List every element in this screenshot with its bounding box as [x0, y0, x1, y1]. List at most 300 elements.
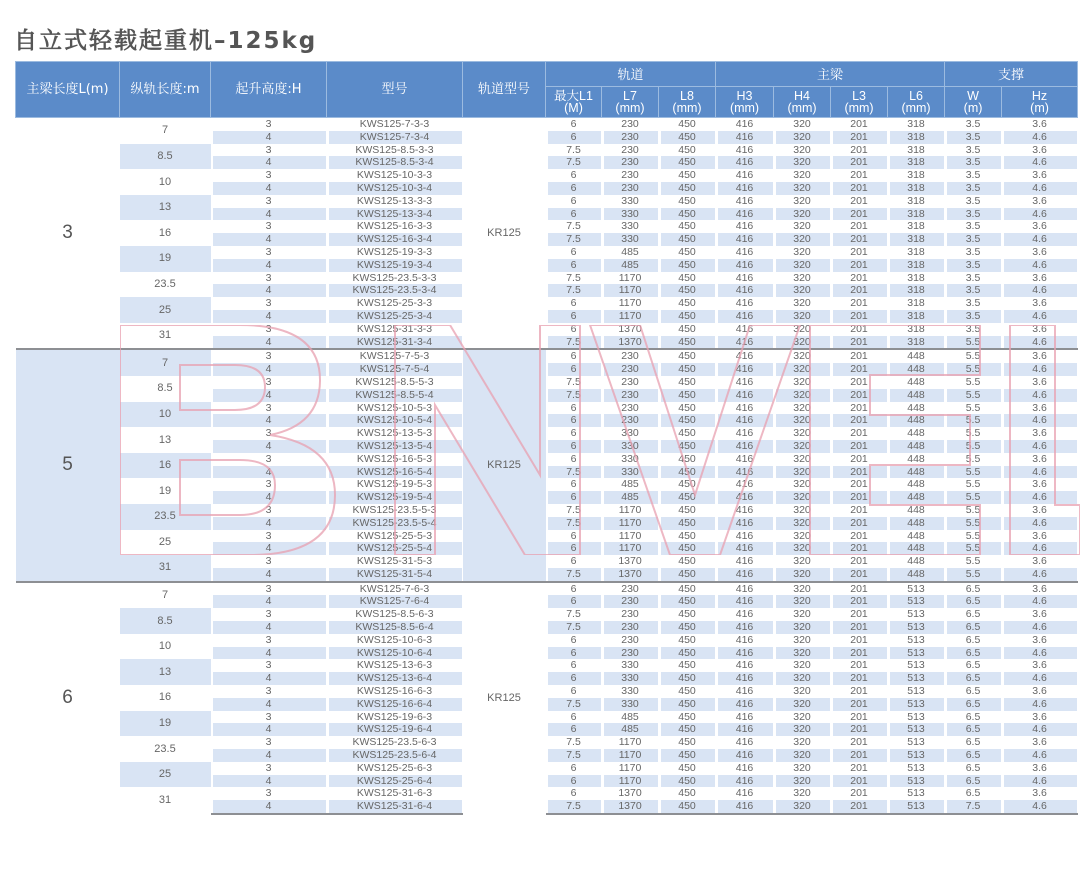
h4-cell: 320 — [774, 349, 831, 363]
rail-length-cell: 19 — [120, 246, 211, 272]
lift-height-cell: 4 — [211, 208, 327, 221]
l6-cell: 318 — [888, 208, 945, 221]
hz-cell: 3.6 — [1032, 710, 1047, 723]
max-l1-cell: 7.5 — [546, 466, 602, 479]
l3-cell: 201 — [831, 233, 888, 246]
max-l1-cell: 6 — [570, 659, 577, 672]
hz-cell: 4.6 — [1002, 698, 1078, 711]
max-l1-cell: 6 — [570, 401, 577, 414]
table-row — [16, 195, 1078, 208]
l8-cell: 450 — [659, 621, 716, 634]
model-cell: KWS125-8.5-6-3 — [355, 608, 434, 621]
l7-cell: 230 — [602, 621, 659, 634]
h4-cell: 320 — [774, 284, 831, 297]
l8-cell: 450 — [678, 245, 696, 258]
h3-cell: 416 — [716, 698, 774, 711]
l3-cell: 201 — [850, 297, 868, 310]
h3-cell: 416 — [716, 491, 774, 504]
l3-cell: 201 — [831, 775, 888, 788]
lift-height-cell: 4 — [211, 698, 327, 711]
l3-cell: 201 — [831, 568, 888, 582]
lift-height-cell: 4 — [211, 621, 327, 634]
model-cell: KWS125-19-3-3 — [356, 245, 433, 258]
hz-cell: 3.6 — [1032, 761, 1047, 774]
model-cell: KWS125-25-6-3 — [356, 761, 433, 774]
l3-cell: 201 — [831, 800, 888, 814]
l7-cell: 330 — [621, 220, 639, 233]
l6-cell: 448 — [888, 568, 945, 582]
h4-cell: 320 — [793, 452, 811, 465]
l8-cell: 450 — [659, 131, 716, 144]
model-cell: KWS125-7-5-4 — [327, 363, 463, 376]
lift-height-cell: 4 — [211, 491, 327, 504]
table-row — [16, 118, 1078, 131]
h3-cell: 416 — [716, 208, 774, 221]
l6-cell: 318 — [888, 182, 945, 195]
model-cell: KWS125-19-3-4 — [327, 259, 463, 272]
w-cell: 3.5 — [965, 194, 981, 207]
table-body — [16, 118, 1078, 815]
l8-cell: 450 — [678, 297, 696, 310]
l8-cell: 450 — [659, 440, 716, 453]
h3-cell: 416 — [716, 131, 774, 144]
h4-cell: 320 — [774, 156, 831, 169]
h4-cell: 320 — [793, 245, 811, 258]
w-cell: 5.5 — [965, 555, 981, 568]
w-cell: 6.5 — [945, 775, 1002, 788]
h4-cell: 320 — [774, 800, 831, 814]
h4-cell: 320 — [793, 375, 811, 388]
l7-cell: 1370 — [618, 555, 642, 568]
w-cell: 3.5 — [965, 169, 981, 182]
header-sub-h4 — [774, 87, 831, 118]
h3-cell: 416 — [735, 736, 754, 749]
model-cell: KWS125-8.5-5-4 — [327, 389, 463, 402]
model-cell: KWS125-31-6-4 — [327, 800, 463, 814]
h3-cell: 416 — [716, 414, 774, 427]
h3-cell: 416 — [716, 800, 774, 814]
model-cell: KWS125-7-3-4 — [327, 131, 463, 144]
l6-cell: 448 — [888, 414, 945, 427]
hz-cell: 4.6 — [1002, 621, 1078, 634]
h4-cell: 320 — [774, 672, 831, 685]
l3-cell: 201 — [831, 517, 888, 530]
hz-cell: 3.6 — [1032, 478, 1047, 491]
h3-cell: 416 — [735, 375, 754, 388]
max-l1-cell: 6 — [546, 310, 602, 323]
l7-cell: 230 — [602, 349, 659, 363]
header-sub-unit: (mm) — [615, 101, 645, 115]
l6-cell: 318 — [907, 297, 925, 310]
l8-cell: 450 — [678, 710, 696, 723]
w-cell: 5.5 — [945, 336, 1002, 350]
l7-cell: 1170 — [602, 284, 659, 297]
l7-cell: 230 — [602, 389, 659, 402]
max-l1-cell: 6 — [570, 118, 577, 130]
l7-cell: 230 — [602, 582, 659, 596]
model-cell: KWS125-23.5-5-4 — [327, 517, 463, 530]
w-cell: 3.5 — [965, 143, 981, 156]
header-sub-l8 — [659, 87, 716, 118]
h4-cell: 320 — [793, 271, 811, 284]
l6-cell: 318 — [888, 156, 945, 169]
rail-type-cell: KR125 — [487, 226, 521, 239]
l6-cell: 318 — [888, 336, 945, 350]
l3-cell: 201 — [831, 349, 888, 363]
header-main-beam-length: 主梁长度L(m) — [16, 62, 120, 118]
l3-cell: 201 — [850, 143, 868, 156]
l6-cell: 318 — [907, 271, 925, 284]
l6-cell: 513 — [907, 659, 925, 672]
header-sub-l3 — [831, 87, 888, 118]
l6-cell: 318 — [907, 118, 925, 130]
lift-height-cell: 3 — [265, 118, 272, 130]
lift-height-cell: 4 — [211, 647, 327, 660]
header-sub-hz — [1002, 87, 1078, 118]
max-l1-cell: 6 — [570, 787, 577, 800]
w-cell: 5.5 — [965, 375, 981, 388]
w-cell: 6.5 — [945, 723, 1002, 736]
lift-height-cell: 3 — [265, 761, 272, 774]
rail-length-cell: 23.5 — [154, 742, 176, 755]
hz-cell: 4.6 — [1002, 182, 1078, 195]
model-cell: KWS125-8.5-3-4 — [327, 156, 463, 169]
model-cell: KWS125-19-6-4 — [327, 723, 463, 736]
l3-cell: 201 — [831, 208, 888, 221]
h3-cell: 416 — [735, 685, 754, 698]
hz-cell: 4.6 — [1002, 310, 1078, 323]
h3-cell: 416 — [716, 440, 774, 453]
l7-cell: 330 — [602, 233, 659, 246]
h4-cell: 320 — [793, 529, 811, 542]
l3-cell: 201 — [850, 685, 868, 698]
lift-height-cell: 3 — [265, 220, 272, 233]
model-cell: KWS125-10-5-4 — [327, 414, 463, 427]
l7-cell: 485 — [602, 723, 659, 736]
h4-cell: 320 — [793, 503, 811, 516]
table-row — [16, 246, 1078, 259]
l7-cell: 330 — [602, 698, 659, 711]
table-row — [16, 297, 1078, 310]
l8-cell: 450 — [678, 375, 696, 388]
h3-cell: 416 — [735, 503, 754, 516]
hz-cell: 4.6 — [1002, 466, 1078, 479]
l3-cell: 201 — [850, 529, 868, 542]
l3-cell: 201 — [850, 322, 868, 335]
max-l1-cell: 6 — [546, 208, 602, 221]
rail-length-cell: 31 — [158, 329, 172, 342]
lift-height-cell: 3 — [265, 427, 272, 440]
model-cell: KWS125-10-6-3 — [356, 633, 433, 646]
h4-cell: 320 — [774, 621, 831, 634]
l3-cell: 201 — [831, 310, 888, 323]
h3-cell: 416 — [735, 297, 754, 310]
l6-cell: 318 — [907, 143, 925, 156]
h4-cell: 320 — [793, 659, 811, 672]
l3-cell: 201 — [831, 363, 888, 376]
lift-height-cell: 3 — [265, 478, 272, 491]
model-cell: KWS125-25-5-3 — [356, 529, 433, 542]
w-cell: 5.5 — [945, 542, 1002, 555]
l7-cell: 1170 — [618, 761, 642, 774]
l6-cell: 318 — [907, 194, 925, 207]
model-cell: KWS125-31-5-3 — [356, 555, 433, 568]
header-rail-length: 纵轨长度:m — [120, 62, 211, 118]
l3-cell: 201 — [850, 761, 868, 774]
w-cell: 5.5 — [945, 568, 1002, 582]
h3-cell: 416 — [716, 517, 774, 530]
max-l1-cell: 6 — [546, 542, 602, 555]
max-l1-cell: 6 — [570, 710, 577, 723]
l8-cell: 450 — [678, 194, 696, 207]
rail-length-cell: 23.5 — [154, 277, 176, 290]
lift-height-cell: 4 — [211, 182, 327, 195]
h4-cell: 320 — [774, 647, 831, 660]
l3-cell: 201 — [850, 427, 868, 440]
h3-cell: 416 — [716, 363, 774, 376]
w-cell: 5.5 — [945, 491, 1002, 504]
main-beam-length-cell: 3 — [62, 221, 73, 243]
l7-cell: 230 — [621, 118, 639, 130]
lift-height-cell: 4 — [211, 233, 327, 246]
table-row — [16, 402, 1078, 415]
l3-cell: 201 — [831, 440, 888, 453]
l8-cell: 450 — [659, 775, 716, 788]
hz-cell: 4.6 — [1002, 775, 1078, 788]
max-l1-cell: 7.5 — [546, 156, 602, 169]
l6-cell: 448 — [888, 349, 945, 363]
l6-cell: 448 — [888, 466, 945, 479]
l8-cell: 450 — [659, 800, 716, 814]
h3-cell: 416 — [735, 271, 754, 284]
l6-cell: 318 — [907, 245, 925, 258]
hz-cell: 4.6 — [1002, 672, 1078, 685]
hz-cell: 4.6 — [1002, 156, 1078, 169]
h4-cell: 320 — [774, 414, 831, 427]
main-beam-length-cell: 6 — [16, 582, 120, 814]
h4-cell: 320 — [774, 310, 831, 323]
lift-height-cell: 4 — [211, 466, 327, 479]
lift-height-cell: 4 — [211, 440, 327, 453]
rail-length-cell: 8.5 — [120, 144, 211, 170]
l7-cell: 1370 — [602, 336, 659, 350]
h3-cell: 416 — [716, 389, 774, 402]
max-l1-cell: 6 — [570, 529, 577, 542]
l7-cell: 230 — [602, 414, 659, 427]
w-cell: 5.5 — [965, 452, 981, 465]
l8-cell: 450 — [659, 389, 716, 402]
l7-cell: 330 — [621, 659, 639, 672]
header-sub-unit: (mm) — [729, 101, 760, 115]
max-l1-cell: 6 — [570, 452, 577, 465]
max-l1-cell: 6 — [546, 363, 602, 376]
hz-cell: 4.6 — [1002, 440, 1078, 453]
h3-cell: 416 — [716, 621, 774, 634]
l3-cell: 201 — [850, 787, 868, 800]
lift-height-cell: 3 — [265, 633, 272, 646]
l8-cell: 450 — [678, 169, 696, 182]
l7-cell: 1170 — [618, 503, 642, 516]
lift-height-cell: 3 — [265, 245, 272, 258]
model-cell: KWS125-31-3-4 — [327, 336, 463, 350]
table-row — [16, 376, 1078, 389]
l3-cell: 201 — [831, 672, 888, 685]
lift-height-cell: 3 — [265, 787, 272, 800]
l3-cell: 201 — [850, 245, 868, 258]
rail-length-cell: 31 — [120, 555, 211, 582]
h4-cell: 320 — [774, 723, 831, 736]
rail-type-cell: KR125 — [463, 582, 546, 814]
lift-height-cell: 3 — [265, 401, 272, 414]
h4-cell: 320 — [774, 208, 831, 221]
h3-cell: 416 — [735, 608, 754, 621]
h4-cell: 320 — [774, 363, 831, 376]
h3-cell: 416 — [716, 749, 774, 762]
l3-cell: 201 — [850, 194, 868, 207]
hz-cell: 4.6 — [1002, 647, 1078, 660]
hz-cell: 4.6 — [1002, 491, 1078, 504]
h4-cell: 320 — [793, 194, 811, 207]
l7-cell: 1170 — [602, 517, 659, 530]
h4-cell: 320 — [793, 633, 811, 646]
h4-cell: 320 — [793, 322, 811, 335]
rail-length-cell: 7 — [120, 582, 211, 609]
h4-cell: 320 — [774, 336, 831, 350]
l8-cell: 450 — [659, 156, 716, 169]
l8-cell: 450 — [678, 143, 696, 156]
max-l1-cell: 6 — [546, 182, 602, 195]
header-lift-height: 起升高度:H — [211, 62, 327, 118]
l3-cell: 201 — [831, 595, 888, 608]
l6-cell: 513 — [888, 698, 945, 711]
l8-cell: 450 — [659, 582, 716, 596]
w-cell: 6.5 — [965, 787, 981, 800]
w-cell: 6.5 — [965, 736, 981, 749]
l3-cell: 201 — [831, 542, 888, 555]
table-row — [16, 685, 1078, 698]
max-l1-cell: 6 — [570, 555, 577, 568]
w-cell: 3.5 — [965, 322, 981, 335]
hz-cell: 3.6 — [1032, 633, 1047, 646]
l6-cell: 448 — [888, 389, 945, 402]
header-group-beam: 主梁 — [716, 62, 945, 87]
model-cell: KWS125-25-5-4 — [327, 542, 463, 555]
header-sub-unit: (m) — [963, 101, 983, 115]
l8-cell: 450 — [659, 491, 716, 504]
header-rail-type: 轨道型号 — [463, 62, 546, 118]
max-l1-cell: 6 — [546, 582, 602, 596]
l3-cell: 201 — [850, 452, 868, 465]
lift-height-cell: 4 — [211, 723, 327, 736]
l7-cell: 230 — [621, 633, 639, 646]
h3-cell: 416 — [716, 156, 774, 169]
header-sub-name: Hz — [1031, 89, 1048, 103]
l8-cell: 450 — [678, 503, 696, 516]
l7-cell: 1170 — [618, 271, 642, 284]
h3-cell: 416 — [716, 336, 774, 350]
h4-cell: 320 — [774, 775, 831, 788]
h3-cell: 416 — [735, 401, 754, 414]
l6-cell: 513 — [888, 582, 945, 596]
w-cell: 3.5 — [945, 156, 1002, 169]
w-cell: 5.5 — [945, 349, 1002, 363]
h4-cell: 320 — [774, 259, 831, 272]
l3-cell: 201 — [831, 749, 888, 762]
l7-cell: 485 — [602, 491, 659, 504]
w-cell: 5.5 — [945, 440, 1002, 453]
lift-height-cell: 3 — [265, 375, 272, 388]
l7-cell: 330 — [621, 685, 639, 698]
w-cell: 5.5 — [945, 466, 1002, 479]
l6-cell: 318 — [888, 310, 945, 323]
l3-cell: 201 — [850, 220, 868, 233]
h4-cell: 320 — [774, 517, 831, 530]
hz-cell: 3.6 — [1032, 245, 1047, 258]
max-l1-cell: 7.5 — [566, 375, 581, 388]
h3-cell: 416 — [716, 595, 774, 608]
h4-cell: 320 — [793, 297, 811, 310]
l8-cell: 450 — [678, 633, 696, 646]
model-cell: KWS125-16-5-4 — [327, 466, 463, 479]
w-cell: 5.5 — [965, 427, 981, 440]
l3-cell: 201 — [850, 608, 868, 621]
l3-cell: 201 — [831, 647, 888, 660]
l3-cell: 201 — [831, 466, 888, 479]
hz-cell: 3.6 — [1032, 659, 1047, 672]
header-sub-unit: (mm) — [787, 101, 817, 115]
l7-cell: 1170 — [602, 749, 659, 762]
h3-cell: 416 — [716, 284, 774, 297]
model-cell: KWS125-10-6-4 — [327, 647, 463, 660]
lift-height-cell: 4 — [211, 517, 327, 530]
max-l1-cell: 6 — [570, 194, 577, 207]
l3-cell: 201 — [850, 633, 868, 646]
lift-height-cell: 3 — [265, 710, 272, 723]
w-cell: 6.5 — [945, 672, 1002, 685]
h3-cell: 416 — [735, 143, 754, 156]
l8-cell: 450 — [659, 310, 716, 323]
rail-length-cell: 25 — [120, 297, 211, 323]
h4-cell: 320 — [774, 582, 831, 596]
w-cell: 3.5 — [945, 208, 1002, 221]
lift-height-cell: 4 — [211, 414, 327, 427]
hz-cell: 3.6 — [1032, 555, 1047, 568]
l6-cell: 448 — [907, 478, 925, 491]
lift-height-cell: 4 — [211, 542, 327, 555]
max-l1-cell: 7.5 — [546, 336, 602, 350]
lift-height-cell: 3 — [265, 322, 272, 335]
lift-height-cell: 3 — [265, 194, 272, 207]
rail-length-cell: 10 — [158, 175, 172, 188]
model-cell: KWS125-13-6-4 — [327, 672, 463, 685]
rail-length-cell: 7 — [120, 349, 211, 376]
l6-cell: 448 — [907, 427, 925, 440]
w-cell: 3.5 — [965, 297, 981, 310]
table-row — [16, 272, 1078, 285]
w-cell: 6.5 — [965, 633, 981, 646]
w-cell: 7.5 — [945, 800, 1002, 814]
l6-cell: 513 — [907, 608, 925, 621]
l8-cell: 450 — [678, 659, 696, 672]
l8-cell: 450 — [659, 182, 716, 195]
l8-cell: 450 — [678, 220, 696, 233]
lift-height-cell: 4 — [211, 568, 327, 582]
h3-cell: 416 — [716, 182, 774, 195]
max-l1-cell: 6 — [570, 322, 577, 335]
model-cell: KWS125-16-3-4 — [327, 233, 463, 246]
hz-cell: 3.6 — [1032, 736, 1047, 749]
h4-cell: 320 — [793, 761, 811, 774]
